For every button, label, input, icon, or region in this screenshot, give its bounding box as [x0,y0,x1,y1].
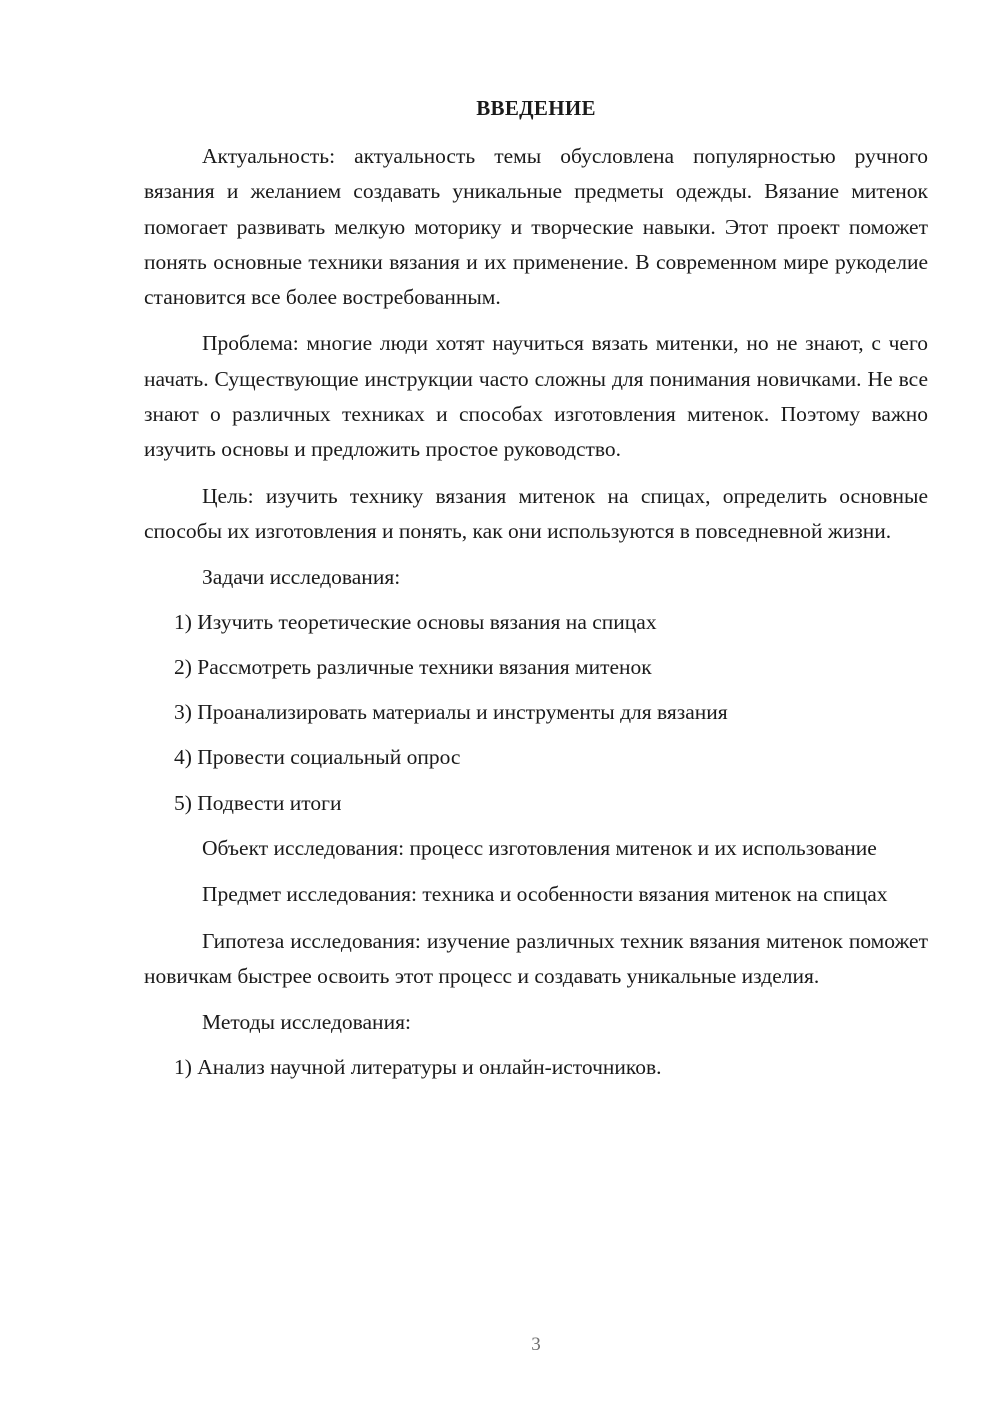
hypothesis-paragraph: Гипотеза исследования: изучение различных техник вязания митенок поможет новичкам быстрее освоить этот процесс и создавать уникальные изделия. [144,928,928,988]
tasks-list [144,605,928,821]
list-item: 4) Провести социальный опрос [174,745,461,770]
object-paragraph: Объект исследования: процесс изготовления митенок и их использование [202,836,877,861]
list-item: 1) Изучить теоретические основы вязания на спицах [174,609,657,634]
methods-list [144,1050,928,1085]
problem-paragraph: Проблема: многие люди хотят научиться вязать митенки, но не знают, с чего начать. Существующие инструкции часто сложны для понимания новичками. Не все знают о различных техниках и способах изготовления митенок. Поэтому важно изучить основы и предложить простое руководство. [144,331,928,462]
tasks-label: Задачи исследования: [202,565,401,590]
list-item: 1) Анализ научной литературы и онлайн-источников. [174,1054,662,1079]
list-item: 5) Подвести итоги [174,790,342,815]
subject-paragraph: Предмет исследования: техника и особенности вязания митенок на спицах [202,882,888,907]
page-title: ВВЕДЕНИЕ [476,96,596,120]
relevance-paragraph: Актуальность: актуальность темы обусловлена популярностью ручного вязания и желанием создавать уникальные предметы одежды. Вязание митенок помогает развивать мелкую моторику и творческие навыки. Этот проект поможет понять основные техники вязания и их применение. В современном мире рукоделие становится все более востребованным. [144,144,928,310]
list-item: 3) Проанализировать материалы и инструменты для вязания [174,700,728,725]
methods-label: Методы исследования: [202,1010,411,1035]
list-item: 2) Рассмотреть различные техники вязания митенок [174,654,652,679]
page-number: 3 [531,1334,541,1355]
goal-paragraph: Цель: изучить технику вязания митенок на спицах, определить основные способы их изготовления и понять, как они используются в повседневной жизни. [144,483,928,543]
page-content [144,139,928,1095]
